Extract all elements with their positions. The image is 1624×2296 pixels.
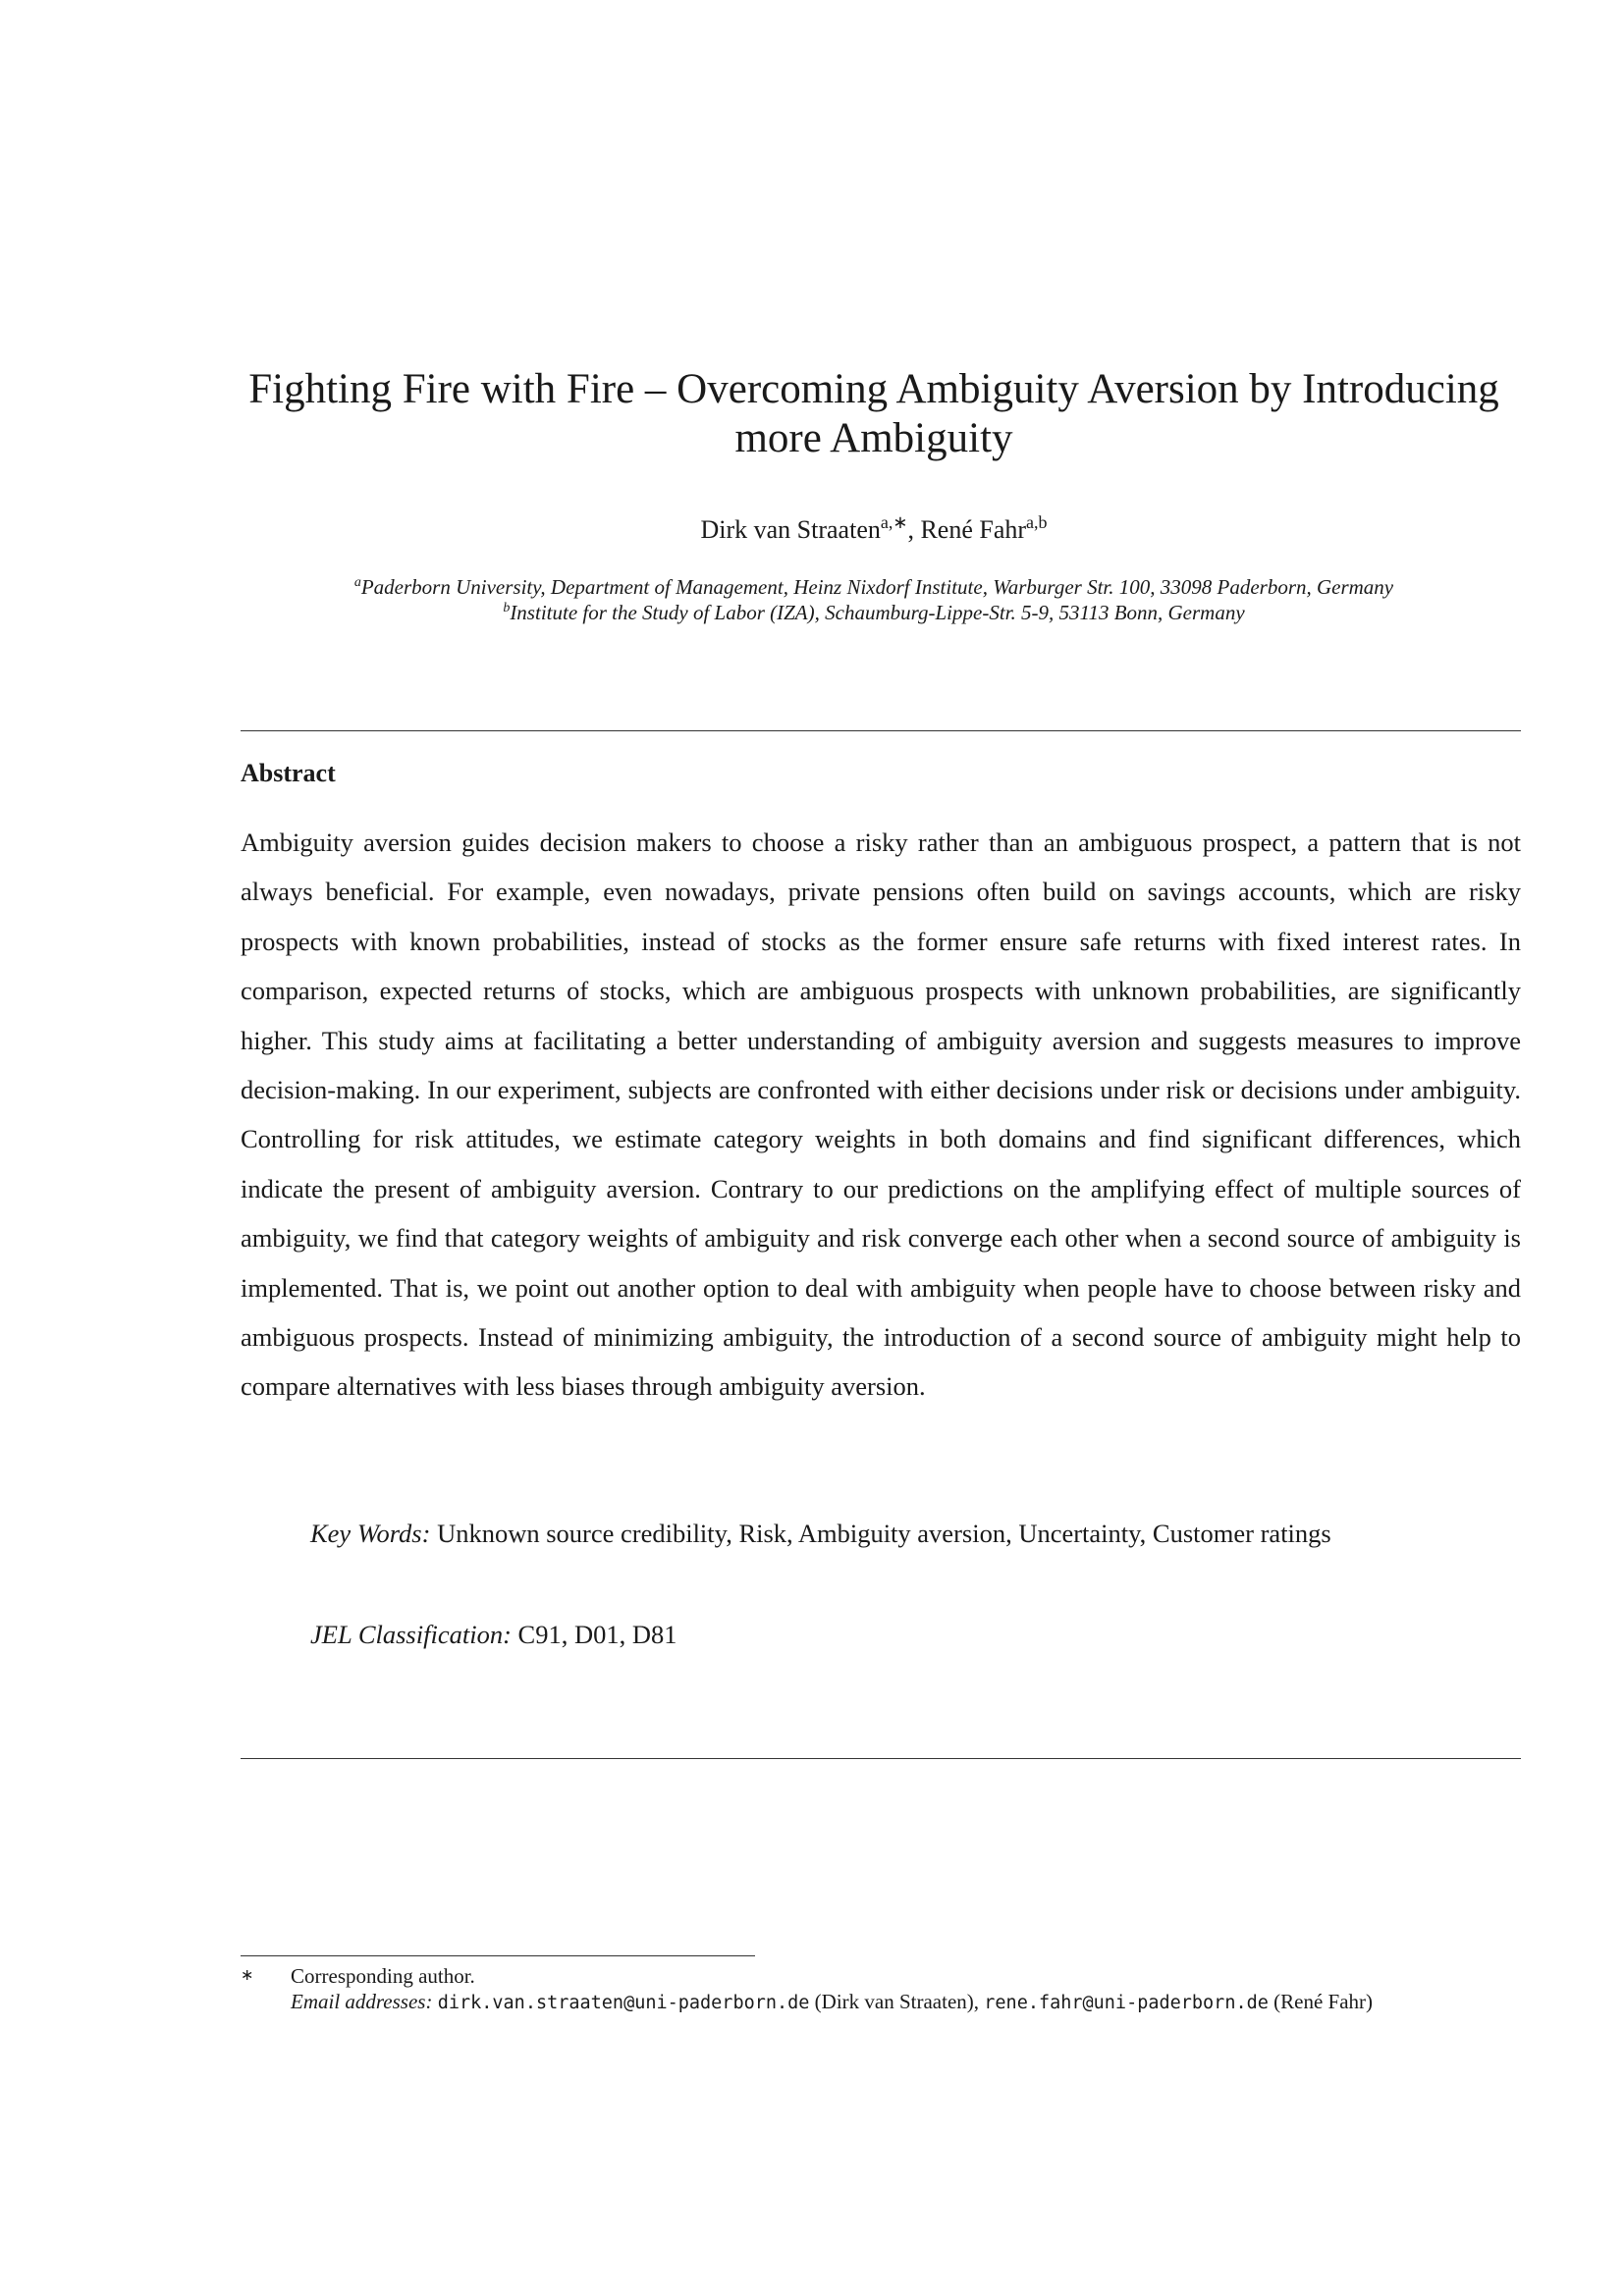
affiliation-mark: b <box>503 601 511 615</box>
abstract-bottom-rule <box>241 1758 1521 1759</box>
jel-classification <box>310 1618 677 1651</box>
author-separator: , <box>907 515 921 544</box>
email-owner: (René Fahr) <box>1273 1990 1374 2013</box>
author-name: René Fahr <box>920 515 1027 544</box>
affiliation-line <box>236 600 1512 625</box>
affiliation-text: Paderborn University, Department of Management, Heinz Nixdorf Institute, Warburger Str. 100, 33098 Paderborn, Germany <box>360 575 1394 599</box>
keywords-text: Unknown source credibility, Risk, Ambiguity aversion, Uncertainty, Customer ratings <box>437 1519 1331 1548</box>
footnote-mark: ∗ <box>241 1967 254 1984</box>
footnote-emails <box>291 1989 1527 2016</box>
email-address[interactable]: dirk.van.straaten@uni-paderborn.de <box>437 1993 810 2013</box>
email-owner: (Dirk van Straaten), <box>814 1990 980 2013</box>
keywords <box>310 1517 1457 1550</box>
keywords-label: Key Words: <box>310 1519 431 1548</box>
footnote <box>241 1963 1527 2016</box>
affiliation-line <box>236 574 1512 600</box>
affiliation-mark: a <box>353 575 361 590</box>
paper-title: Fighting Fire with Fire – Overcoming Ambiguity Aversion by Introducing more Ambiguity <box>248 366 1499 461</box>
abstract-top-rule <box>241 730 1521 731</box>
author-affiliation-marks: a,b <box>1026 512 1048 532</box>
email-label: Email addresses: <box>291 1990 433 2013</box>
abstract-heading: Abstract <box>241 759 336 787</box>
jel-codes: C91, D01, D81 <box>517 1620 677 1649</box>
author-name: Dirk van Straaten <box>700 515 881 544</box>
affiliation-text: Institute for the Study of Labor (IZA), Schaumburg-Lippe-Str. 5-9, 53113 Bonn, Germany <box>510 601 1245 624</box>
author-list <box>236 514 1512 546</box>
author-affiliation-marks: a,∗ <box>880 512 908 532</box>
email-address[interactable]: rene.fahr@uni-paderborn.de <box>984 1993 1269 2013</box>
footnote-corresponding: Corresponding author. <box>291 1964 475 1988</box>
footnote-rule <box>241 1955 755 1956</box>
affiliation-list <box>236 574 1512 625</box>
abstract-body: Ambiguity aversion guides decision makers to choose a risky rather than an ambiguous prospect, a pattern that is not always beneficial. For example, even nowadays, private pensions often build on savings accounts, which are risky prospects with known probabilities, instead of stocks as the former ensure safe returns with fixed interest rates. In comparison, expected returns of stocks, which are ambiguous prospects with unknown probabilities, are significantly higher. This study aims at facilitating a better understanding of ambiguity aversion and suggests measures to improve decision-making. In our experiment, subjects are confronted with either decisions under risk or decisions under ambiguity. Controlling for risk attitudes, we estimate category weights in both domains and find significant differences, which indicate the present of ambiguity aversion. Contrary to our predictions on the amplifying effect of multiple sources of ambiguity, we find that category weights of ambiguity and risk converge each other when a second source of ambiguity is implemented. That is, we point out another option to deal with ambiguity when people have to choose between risky and ambiguous prospects. Instead of minimizing ambiguity, the introduction of a second source of ambiguity might help to compare alternatives with less biases through ambiguity aversion. <box>241 828 1521 1402</box>
jel-label: JEL Classification: <box>310 1620 512 1649</box>
